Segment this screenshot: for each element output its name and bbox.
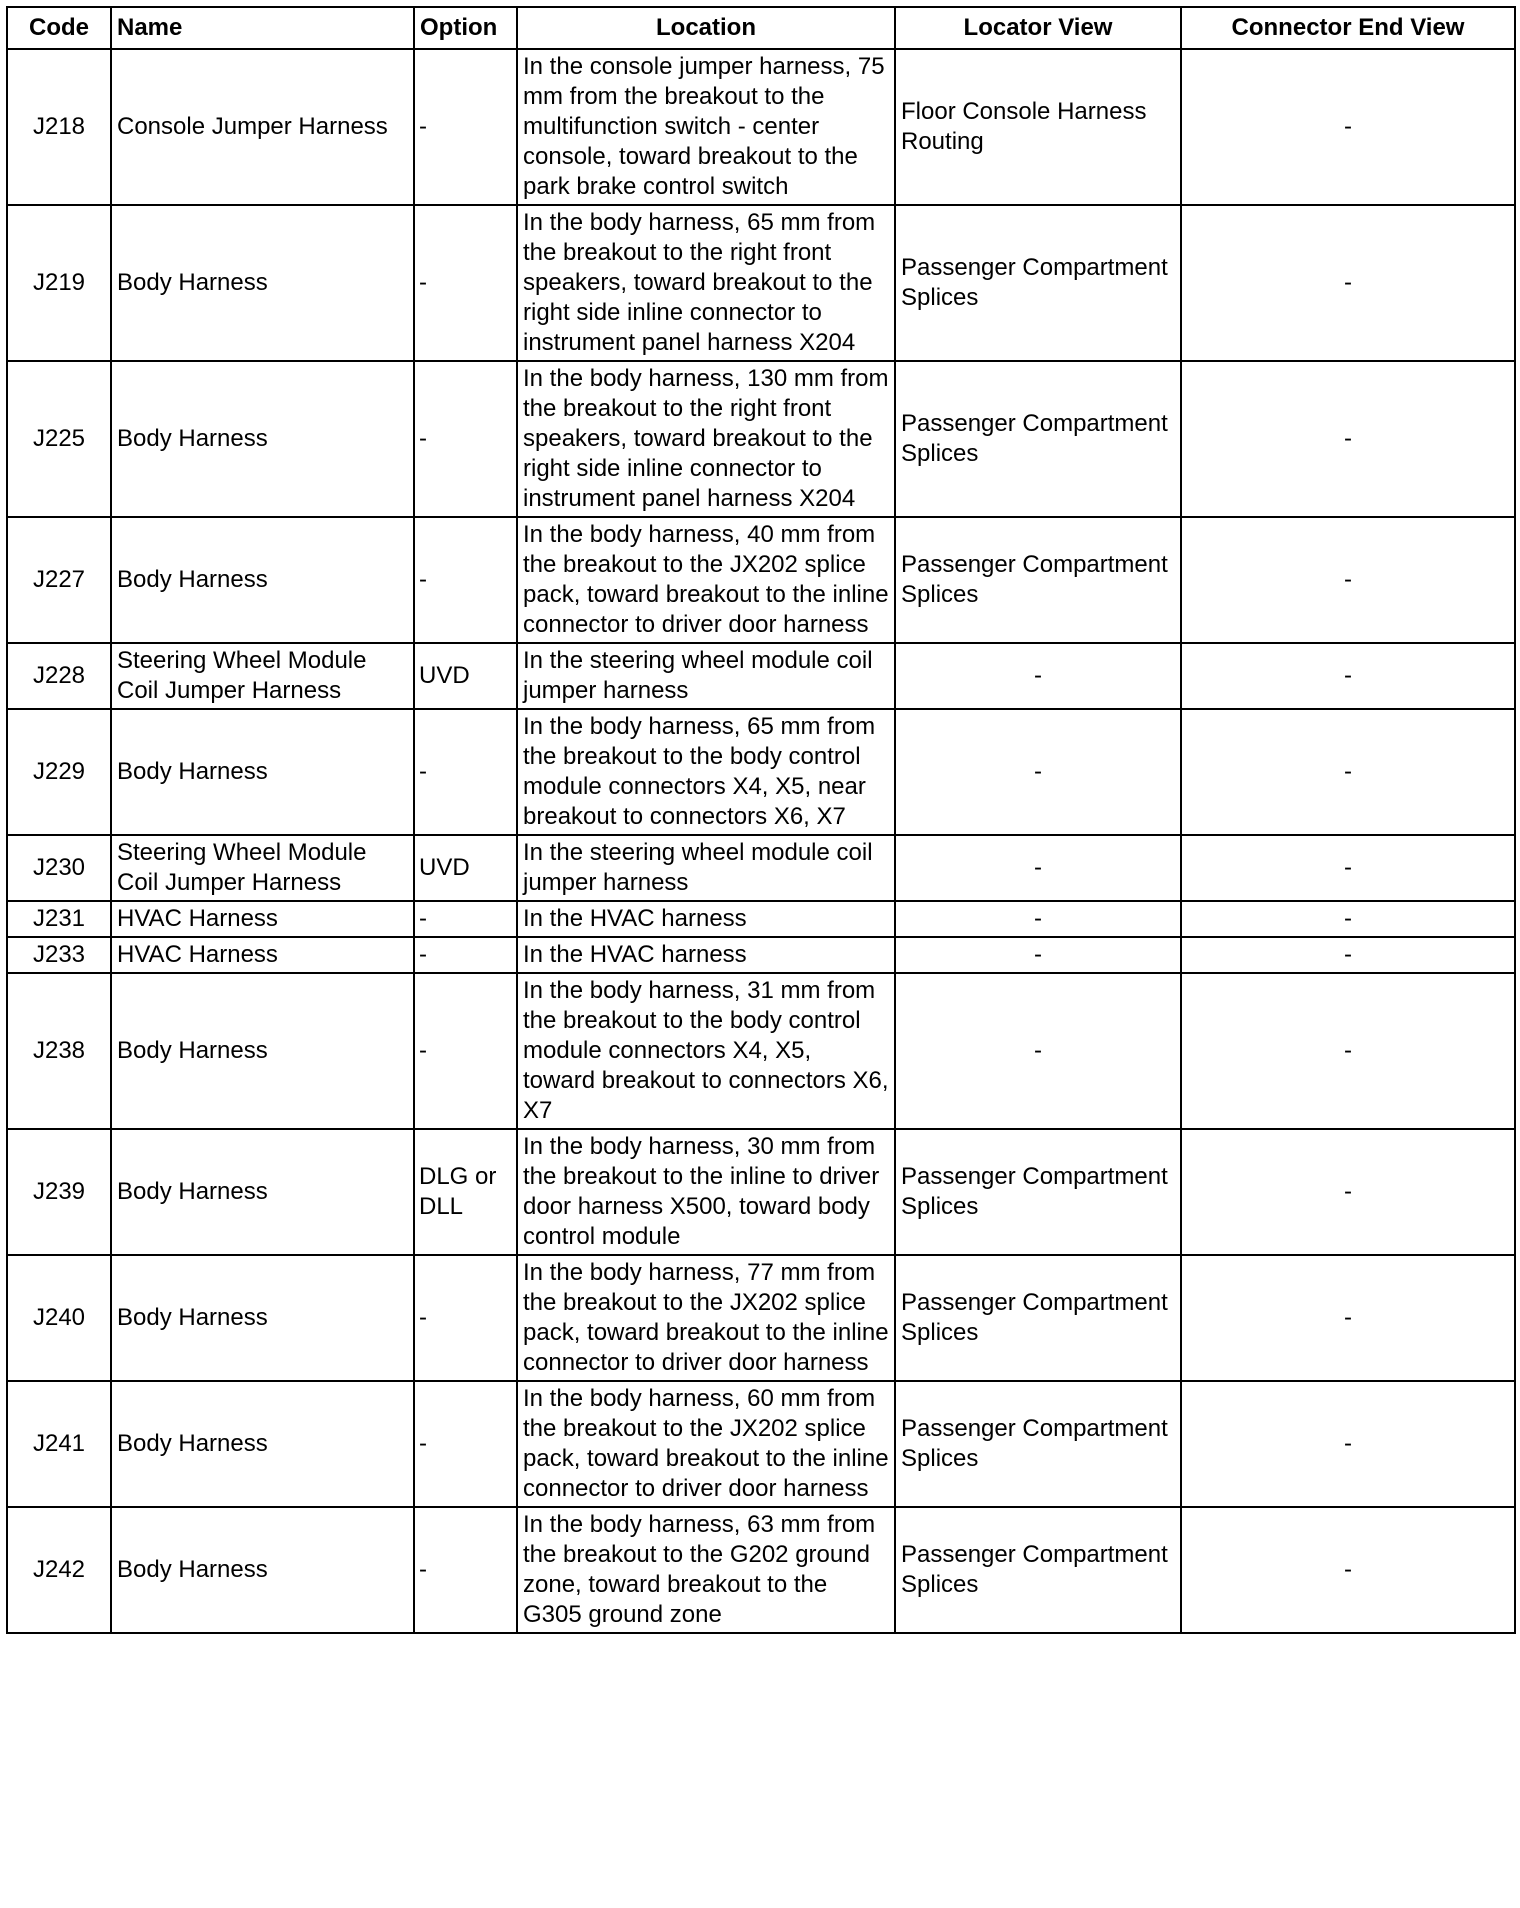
cell-name: Steering Wheel Module Coil Jumper Harness (111, 643, 414, 709)
cell-name: Body Harness (111, 517, 414, 643)
cell-locator-view: Passenger Compartment Splices (895, 1255, 1181, 1381)
cell-code: J233 (7, 937, 111, 973)
cell-code: J242 (7, 1507, 111, 1633)
cell-name: Body Harness (111, 1507, 414, 1633)
cell-name: Body Harness (111, 973, 414, 1129)
cell-connector-end-view: - (1181, 643, 1515, 709)
cell-connector-end-view: - (1181, 1129, 1515, 1255)
cell-name: Body Harness (111, 205, 414, 361)
cell-locator-view: - (895, 901, 1181, 937)
cell-locator-view: Passenger Compartment Splices (895, 1381, 1181, 1507)
cell-option: - (414, 1507, 517, 1633)
cell-code: J228 (7, 643, 111, 709)
cell-connector-end-view: - (1181, 49, 1515, 205)
table-row (7, 1255, 1515, 1381)
cell-option: - (414, 517, 517, 643)
cell-connector-end-view: - (1181, 937, 1515, 973)
cell-connector-end-view: - (1181, 835, 1515, 901)
cell-location: In the body harness, 65 mm from the breakout to the body control module connectors X4, X5, near breakout to connectors X6, X7 (517, 709, 895, 835)
cell-name: Console Jumper Harness (111, 49, 414, 205)
cell-location: In the HVAC harness (517, 901, 895, 937)
cell-location: In the body harness, 63 mm from the breakout to the G202 ground zone, toward breakout to the G305 ground zone (517, 1507, 895, 1633)
cell-name: Body Harness (111, 1381, 414, 1507)
cell-location: In the body harness, 77 mm from the breakout to the JX202 splice pack, toward breakout to the inline connector to driver door harness (517, 1255, 895, 1381)
table-header (7, 7, 1515, 49)
cell-option: - (414, 937, 517, 973)
header-code: Code (7, 7, 111, 49)
cell-name: Body Harness (111, 709, 414, 835)
cell-location: In the steering wheel module coil jumper harness (517, 835, 895, 901)
cell-location: In the body harness, 130 mm from the breakout to the right front speakers, toward breakout to the right side inline connector to instrument panel harness X204 (517, 361, 895, 517)
cell-connector-end-view: - (1181, 1381, 1515, 1507)
header-name: Name (111, 7, 414, 49)
cell-option: - (414, 361, 517, 517)
cell-name: Body Harness (111, 361, 414, 517)
cell-locator-view: - (895, 643, 1181, 709)
table-row (7, 937, 1515, 973)
cell-location: In the steering wheel module coil jumper harness (517, 643, 895, 709)
cell-connector-end-view: - (1181, 709, 1515, 835)
table-row (7, 361, 1515, 517)
cell-code: J219 (7, 205, 111, 361)
cell-locator-view: Passenger Compartment Splices (895, 205, 1181, 361)
table-row (7, 49, 1515, 205)
header-row (7, 7, 1515, 49)
cell-locator-view: Passenger Compartment Splices (895, 361, 1181, 517)
cell-location: In the body harness, 30 mm from the breakout to the inline to driver door harness X500, toward body control module (517, 1129, 895, 1255)
cell-locator-view: Passenger Compartment Splices (895, 1507, 1181, 1633)
cell-option: UVD (414, 643, 517, 709)
splice-table (6, 6, 1516, 1634)
cell-code: J238 (7, 973, 111, 1129)
cell-connector-end-view: - (1181, 361, 1515, 517)
table-row (7, 1129, 1515, 1255)
table-row (7, 901, 1515, 937)
cell-option: - (414, 973, 517, 1129)
cell-name: HVAC Harness (111, 901, 414, 937)
cell-connector-end-view: - (1181, 973, 1515, 1129)
header-option: Option (414, 7, 517, 49)
cell-locator-view: - (895, 709, 1181, 835)
table-row (7, 1507, 1515, 1633)
table-row (7, 835, 1515, 901)
cell-location: In the console jumper harness, 75 mm from the breakout to the multifunction switch - center console, toward breakout to the park brake control switch (517, 49, 895, 205)
cell-location: In the body harness, 65 mm from the breakout to the right front speakers, toward breakout to the right side inline connector to instrument panel harness X204 (517, 205, 895, 361)
cell-code: J241 (7, 1381, 111, 1507)
cell-location: In the body harness, 40 mm from the breakout to the JX202 splice pack, toward breakout to the inline connector to driver door harness (517, 517, 895, 643)
cell-option: DLG or DLL (414, 1129, 517, 1255)
cell-code: J218 (7, 49, 111, 205)
cell-option: - (414, 1381, 517, 1507)
cell-code: J229 (7, 709, 111, 835)
cell-code: J227 (7, 517, 111, 643)
cell-option: - (414, 901, 517, 937)
cell-connector-end-view: - (1181, 1507, 1515, 1633)
header-location: Location (517, 7, 895, 49)
cell-code: J230 (7, 835, 111, 901)
cell-option: UVD (414, 835, 517, 901)
header-locator-view: Locator View (895, 7, 1181, 49)
table-row (7, 205, 1515, 361)
cell-option: - (414, 205, 517, 361)
cell-code: J225 (7, 361, 111, 517)
cell-name: Body Harness (111, 1129, 414, 1255)
cell-name: Steering Wheel Module Coil Jumper Harness (111, 835, 414, 901)
cell-name: HVAC Harness (111, 937, 414, 973)
cell-location: In the HVAC harness (517, 937, 895, 973)
cell-connector-end-view: - (1181, 205, 1515, 361)
cell-location: In the body harness, 31 mm from the breakout to the body control module connectors X4, X5, toward breakout to connectors X6, X7 (517, 973, 895, 1129)
cell-option: - (414, 49, 517, 205)
cell-location: In the body harness, 60 mm from the breakout to the JX202 splice pack, toward breakout to the inline connector to driver door harness (517, 1381, 895, 1507)
cell-locator-view: Passenger Compartment Splices (895, 1129, 1181, 1255)
cell-connector-end-view: - (1181, 517, 1515, 643)
table-row (7, 643, 1515, 709)
table-row (7, 709, 1515, 835)
cell-code: J239 (7, 1129, 111, 1255)
cell-locator-view: - (895, 973, 1181, 1129)
cell-locator-view: - (895, 937, 1181, 973)
cell-name: Body Harness (111, 1255, 414, 1381)
header-connector-end-view: Connector End View (1181, 7, 1515, 49)
cell-connector-end-view: - (1181, 901, 1515, 937)
cell-connector-end-view: - (1181, 1255, 1515, 1381)
cell-code: J231 (7, 901, 111, 937)
cell-locator-view: - (895, 835, 1181, 901)
cell-option: - (414, 1255, 517, 1381)
table-row (7, 1381, 1515, 1507)
cell-option: - (414, 709, 517, 835)
table-body (7, 49, 1515, 1633)
cell-code: J240 (7, 1255, 111, 1381)
table-row (7, 517, 1515, 643)
cell-locator-view: Floor Console Harness Routing (895, 49, 1181, 205)
cell-locator-view: Passenger Compartment Splices (895, 517, 1181, 643)
table-row (7, 973, 1515, 1129)
